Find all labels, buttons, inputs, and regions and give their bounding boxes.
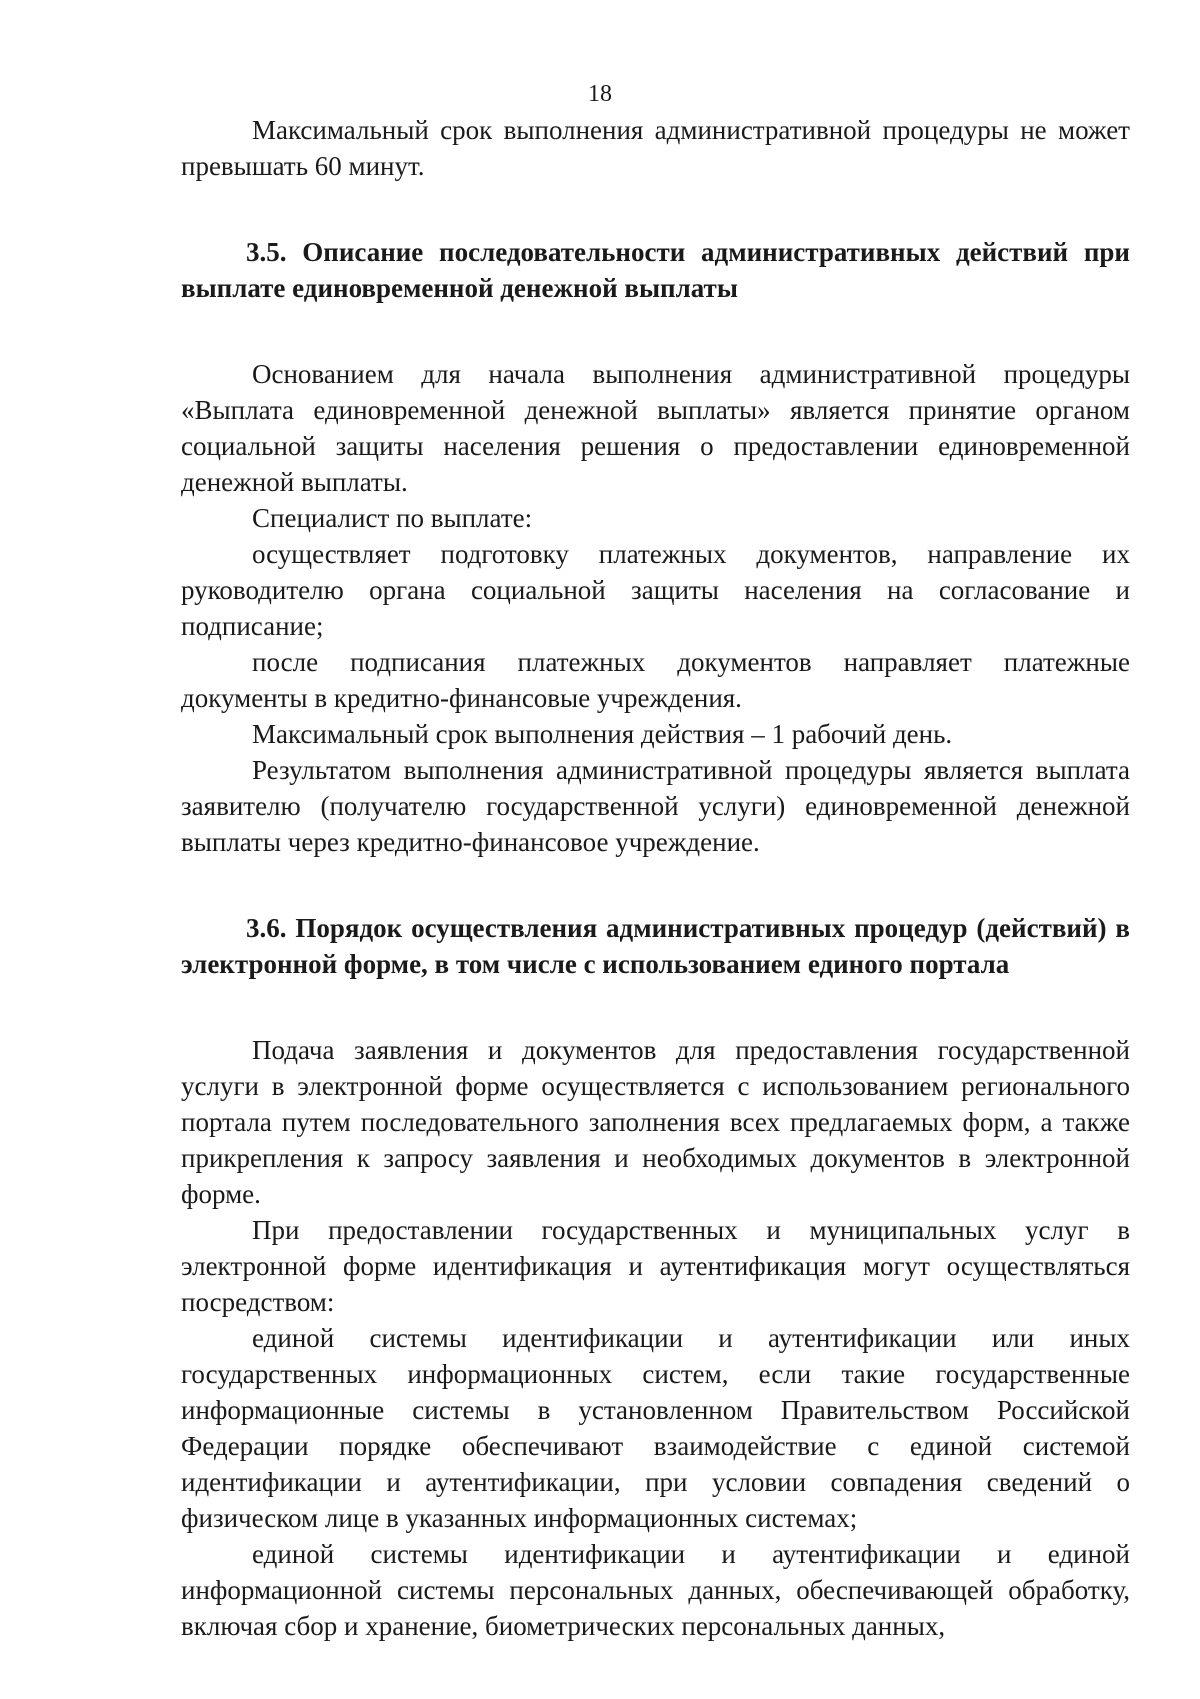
paragraph: после подписания платежных документов направляет платежные документы в кредитно-финансовые учреждения. [181, 647, 1130, 713]
spacer [181, 306, 1130, 356]
spacer [181, 982, 1130, 1032]
spacer [181, 860, 1130, 910]
paragraph: осуществляет подготовку платежных документов, направление их руководителю органа социальной защиты населения на согласование и подписание; [181, 539, 1130, 641]
paragraph: Подача заявления и документов для предоставления государственной услуги в электронной форме осуществляется с использованием регионального портала путем последовательного заполнения всех предлагаемых форм, а также прикрепления к запросу заявления и необходимых документов в электронной форме. [181, 1035, 1130, 1209]
paragraph: При предоставлении государственных и муниципальных услуг в электронной форме идентификация и аутентификация могут осуществляться посредством: [181, 1215, 1130, 1317]
paragraph: единой системы идентификации и аутентификации или иных государственных информационных систем, если такие государственные информационные системы в установленном Правительством Российской Федерации порядке обеспечивают взаимодействие с единой системой идентификации и аутентификации, при условии совпадения сведений о физическом лице в указанных информационных системах; [181, 1323, 1130, 1533]
paragraph-max-duration: Максимальный срок выполнения административной процедуры не может превышать 60 минут. [181, 115, 1130, 181]
paragraph: Специалист по выплате: [252, 503, 533, 533]
section-heading-3-5: 3.5. Описание последовательности административных действий при выплате единовременной денежной выплаты [181, 237, 1130, 303]
paragraph: Основанием для начала выполнения административной процедуры «Выплата единовременной денежной выплаты» является принятие органом социальной защиты населения решения о предоставлении единовременной денежной выплаты. [181, 359, 1130, 497]
paragraph: Максимальный срок выполнения действия – 1 рабочий день. [252, 719, 953, 749]
paragraph: Результатом выполнения административной процедуры является выплата заявителю (получателю государственной услуги) единовременной денежной выплаты через кредитно-финансовое учреждение. [181, 755, 1130, 857]
page-number: 18 [588, 81, 612, 107]
paragraph: единой системы идентификации и аутентификации и единой информационной системы персональных данных, обеспечивающей обработку, включая сбор и хранение, биометрических персональных данных, [181, 1539, 1130, 1641]
document-body [181, 112, 1130, 1644]
spacer [181, 184, 1130, 234]
section-heading-3-6: 3.6. Порядок осуществления административных процедур (действий) в электронной форме, в том числе с использованием единого портала [181, 913, 1130, 979]
